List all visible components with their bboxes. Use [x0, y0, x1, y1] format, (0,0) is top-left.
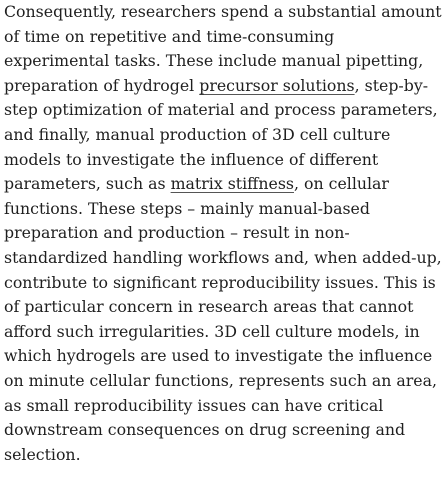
paragraph-text: and finally, manual production of 3D cell culture: [4, 124, 391, 144]
inline-term-link[interactable]: precursor solutions: [199, 75, 355, 95]
paragraph-line: [4, 418, 442, 443]
paragraph-text: standardized handling workflows and, when added-up,: [4, 247, 442, 267]
paragraph-text: models to investigate the influence of different: [4, 149, 379, 169]
inline-term-link[interactable]: matrix stiffness: [170, 174, 294, 194]
paragraph-line: [4, 344, 442, 369]
paragraph-line: [4, 369, 442, 394]
paragraph-text: step optimization of material and process parameters,: [4, 100, 438, 120]
paragraph-text: , on cellular: [294, 174, 389, 194]
paragraph-text: Consequently, researchers spend a substantial amount: [4, 2, 442, 21]
paragraph-text: functions. These steps – mainly manual-based: [4, 198, 370, 218]
paragraph-text: contribute to significant reproducibility issues. This is: [4, 272, 436, 292]
paragraph-line: [4, 98, 442, 123]
paragraph-line: [4, 246, 442, 271]
paragraph-line: [4, 123, 442, 148]
paragraph-text: on minute cellular functions, represents such an area,: [4, 370, 438, 390]
paragraph-text: afford such irregularities. 3D cell culture models, in: [4, 321, 420, 341]
paragraph-text: of time on repetitive and time-consuming: [4, 26, 335, 46]
paragraph-text: which hydrogels are used to investigate the influence: [4, 346, 433, 366]
paragraph-text: parameters, such as: [4, 174, 171, 194]
paragraph-line: [4, 0, 442, 25]
paragraph-line: [4, 148, 442, 173]
paragraph-line: [4, 74, 442, 99]
paragraph-line: [4, 320, 442, 345]
paragraph-text: , step-by-: [354, 75, 429, 95]
paragraph-line: [4, 25, 442, 50]
paragraph-line: [4, 172, 442, 197]
paragraph-line: [4, 221, 442, 246]
paragraph-text: downstream consequences on drug screening and: [4, 420, 406, 440]
paragraph-line: [4, 295, 442, 320]
paragraph-line: [4, 49, 442, 74]
paragraph-text: selection.: [4, 444, 81, 464]
paragraph-text: experimental tasks. These include manual pipetting,: [4, 51, 424, 71]
paragraph-line: [4, 394, 442, 419]
paragraph-text: preparation of hydrogel: [4, 75, 200, 95]
paragraph-line: [4, 443, 442, 468]
paragraph-text: as small reproducibility issues can have critical: [4, 395, 384, 415]
paragraph-line: [4, 197, 442, 222]
paragraph-text: preparation and production – result in non-: [4, 223, 350, 243]
paragraph-line: [4, 271, 442, 296]
article-paragraph: [4, 0, 442, 467]
paragraph-text: of particular concern in research areas that cannot: [4, 297, 414, 317]
